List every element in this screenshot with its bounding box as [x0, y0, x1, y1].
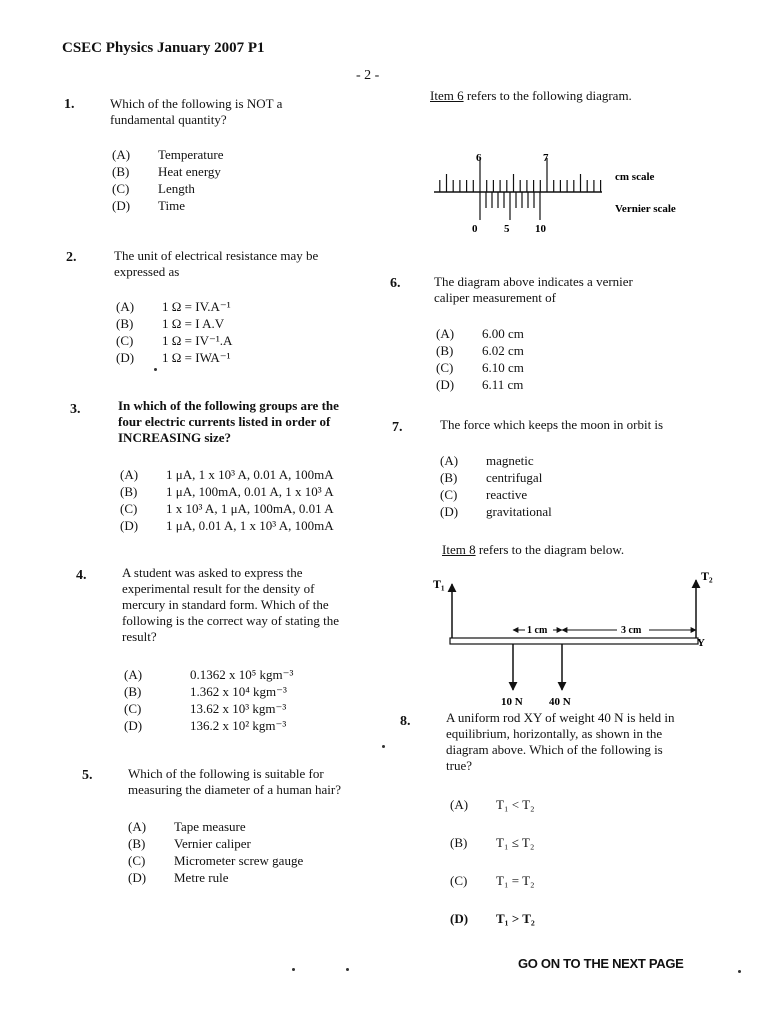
question-1-text: Which of the following is NOT a fundamental quantity?	[110, 96, 283, 127]
page-header-title: CSEC Physics January 2007 P1	[62, 40, 265, 56]
option-row[interactable]: (D) 1 μA, 0.01 A, 1 x 10³ A, 100mA	[120, 518, 334, 533]
question-1-number: 1.	[64, 97, 75, 112]
item-8-reference: Item 8 refers to the diagram below.	[442, 542, 625, 557]
one-cm-label: 1 cm	[527, 625, 548, 636]
next-page-footer: GO ON TO THE NEXT PAGE	[518, 956, 684, 971]
end-y-label: Y	[697, 637, 705, 649]
option-row[interactable]: (B) Vernier caliper	[128, 836, 251, 851]
vernier-caliper-diagram	[420, 140, 710, 240]
question-2-number: 2.	[66, 250, 77, 265]
option-row[interactable]: (A) 1 μA, 1 x 10³ A, 0.01 A, 100mA	[120, 467, 334, 482]
option-row[interactable]: (B) 6.02 cm	[436, 343, 524, 358]
option-row[interactable]: (B) 1.362 x 10⁴ kgm⁻³	[124, 684, 287, 699]
page-number: - 2 -	[356, 68, 380, 83]
main-scale-ticks	[440, 158, 601, 192]
option-row[interactable]: (C) T₁ = T₂	[450, 873, 535, 888]
scan-speck	[382, 745, 385, 748]
three-cm-label: 3 cm	[621, 625, 642, 636]
option-row[interactable]: (B) centrifugal	[440, 470, 543, 485]
question-5-text: Which of the following is suitable for measuring the diameter of a human hair?	[128, 766, 341, 797]
option-row[interactable]: (C) Micrometer screw gauge	[128, 853, 304, 868]
option-row[interactable]: (A) Temperature	[112, 147, 224, 162]
rod-xy	[450, 638, 698, 644]
vernier-label-10: 10	[535, 223, 546, 235]
option-row[interactable]: (A) magnetic	[440, 453, 534, 468]
option-row[interactable]: (D) Metre rule	[128, 870, 229, 885]
option-row[interactable]: (A) 1 Ω = IV.A⁻¹	[116, 299, 231, 314]
option-row[interactable]: (C) Length	[112, 181, 195, 196]
scan-speck	[738, 970, 741, 973]
question-7-options	[440, 452, 552, 520]
question-6-number: 6.	[390, 276, 401, 291]
cm-scale-label: cm scale	[615, 171, 655, 183]
option-row[interactable]: (C) 6.10 cm	[436, 360, 524, 375]
option-row[interactable]: (C) 1 x 10³ A, 1 μA, 100mA, 0.01 A	[120, 501, 334, 516]
question-7-text: The force which keeps the moon in orbit is	[440, 417, 664, 432]
question-5-number: 5.	[82, 768, 93, 783]
option-row[interactable]: (D) Time	[112, 198, 185, 213]
option-row[interactable]: (A) Tape measure	[128, 819, 246, 834]
option-row[interactable]: (C) 1 Ω = IV⁻¹.A	[116, 333, 233, 348]
option-row[interactable]: (B) T₁ ≤ T₂	[450, 835, 535, 850]
question-2-options	[116, 298, 232, 366]
scan-speck	[292, 968, 295, 971]
option-row[interactable]: (B) Heat energy	[112, 164, 221, 179]
t1-label: T₁	[433, 577, 445, 591]
question-4-number: 4.	[76, 568, 87, 583]
vernier-scale-label: Vernier scale	[615, 203, 676, 215]
option-row[interactable]: (A) T₁ < T₂	[450, 797, 535, 812]
question-6-options	[436, 325, 524, 393]
option-row[interactable]: (D) 136.2 x 10² kgm⁻³	[124, 718, 287, 733]
option-row[interactable]: (A) 6.00 cm	[436, 326, 524, 341]
rod-equilibrium-diagram	[425, 560, 725, 710]
force-40n-label: 40 N	[549, 696, 571, 708]
main-scale-label-7: 7	[543, 152, 549, 164]
question-2-text: The unit of electrical resistance may be expressed as	[114, 248, 319, 279]
main-scale-label-6: 6	[476, 152, 482, 164]
vernier-label-5: 5	[504, 223, 510, 235]
question-8-options	[450, 796, 535, 948]
question-4-text: A student was asked to express the experimental result for the density of mercury in standard form. Which of the following is the correct way of stating the result?	[122, 565, 339, 644]
option-row[interactable]: (D) gravitational	[440, 504, 552, 519]
scan-speck	[346, 968, 349, 971]
question-4-options	[124, 666, 293, 734]
vernier-scale-ticks	[480, 192, 540, 220]
option-row[interactable]: (D) 1 Ω = IWA⁻¹	[116, 350, 231, 365]
question-8-number: 8.	[400, 714, 411, 729]
question-3-text: In which of the following groups are the four electric currents listed in order of INCREASING size?	[118, 398, 339, 445]
option-row[interactable]: (C) reactive	[440, 487, 528, 502]
option-row[interactable]: (B) 1 μA, 100mA, 0.01 A, 1 x 10³ A	[120, 484, 334, 499]
force-10n-label: 10 N	[501, 696, 523, 708]
question-3-options	[120, 466, 334, 534]
option-row[interactable]: (B) 1 Ω = I A.V	[116, 316, 225, 331]
option-row[interactable]: (A) 0.1362 x 10⁵ kgm⁻³	[124, 667, 294, 682]
t2-label: T₂	[701, 569, 713, 583]
scan-speck	[154, 368, 157, 371]
question-3-number: 3.	[70, 402, 81, 417]
question-1-options	[112, 146, 224, 214]
question-8-text: A uniform rod XY of weight 40 N is held in equilibrium, horizontally, as shown in the diagram above. Which of the following is true?	[446, 710, 675, 773]
question-6-text: The diagram above indicates a vernier caliper measurement of	[434, 274, 633, 305]
option-row[interactable]: (D) T₁ > T₂	[450, 911, 535, 926]
option-row[interactable]: (C) 13.62 x 10³ kgm⁻³	[124, 701, 287, 716]
question-7-number: 7.	[392, 420, 403, 435]
question-5-options	[128, 818, 303, 886]
vernier-label-0: 0	[472, 223, 478, 235]
item-6-reference: Item 6 refers to the following diagram.	[430, 88, 632, 103]
option-row[interactable]: (D) 6.11 cm	[436, 377, 524, 392]
